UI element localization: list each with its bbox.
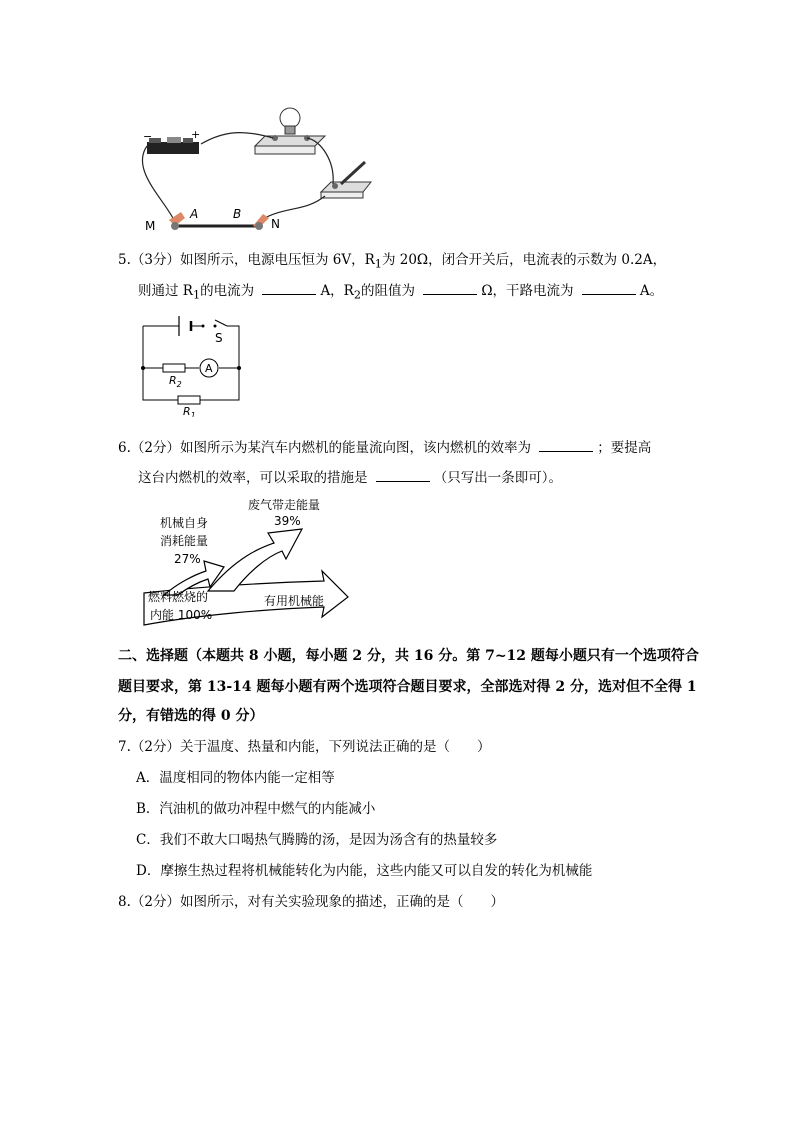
energy-flow-diagram — [138, 495, 353, 630]
resistor-R2-label: $R_2$ — [169, 374, 182, 389]
q6-line1: 6.（2分）如图所示为某汽车内燃机的能量流向图，该内燃机的效率为 ；要提高 — [118, 437, 651, 458]
ammeter-label-A: A — [205, 362, 213, 375]
machine-pct: 27% — [174, 552, 201, 566]
exhaust-pct: 39% — [274, 514, 301, 528]
parallel-circuit-diagram — [135, 312, 250, 417]
q7-option-b[interactable]: B．汽油机的做功冲程中燃气的内能减小 — [136, 801, 376, 817]
fuel-label-1: 燃料燃烧的 — [148, 590, 209, 604]
machine-label-1: 机械自身 — [160, 516, 209, 530]
q7-option-c[interactable]: C．我们不敢大口喝热气腾腾的汤，是因为汤含有的热量较多 — [136, 832, 498, 848]
machine-label-2: 消耗能量 — [160, 534, 209, 548]
q6-blank-2[interactable] — [376, 467, 430, 482]
q7-option-a[interactable]: A．温度相同的物体内能一定相等 — [136, 770, 335, 786]
exhaust-label: 废气带走能量 — [248, 498, 321, 512]
q6-line2: 这台内燃机的效率，可以采取的措施是 （只写出一条即可）。 — [138, 467, 562, 488]
q5-line2: 则通过 $R_1$的电流为 A，$R_2$的阻值为 Ω，干路电流为 A。 — [138, 280, 663, 306]
battery-minus-label: − — [143, 130, 153, 143]
q7-option-d[interactable]: D．摩擦生热过程将机械能转化为内能，这些内能又可以自发的转化为机械能 — [136, 863, 593, 879]
q5-line1: 5.（3分）如图所示，电源电压恒为 6V，$R_1$为 20Ω，闭合开关后，电流表的示数为 0.2A， — [118, 252, 667, 271]
section2-line2: 题目要求，第 13-14 题每小题有两个选项符合题目要求，全部选对得 2 分，选对但不全得 1 — [118, 679, 697, 695]
fuel-label-2: 内能 100% — [150, 608, 213, 622]
resistor-R1-label: $R_1$ — [183, 405, 196, 417]
q5-blank-2[interactable] — [423, 280, 477, 295]
useful-label: 有用机械能 — [264, 594, 325, 608]
q5-blank-3[interactable] — [582, 280, 636, 295]
battery-plus-label: + — [191, 128, 201, 141]
q8-stem: 8.（2分）如图所示，对有关实验现象的描述，正确的是（ ） — [118, 894, 504, 910]
q6-blank-1[interactable] — [539, 437, 593, 452]
section2-line3: 分，有错选的得 0 分） — [118, 708, 264, 724]
label-N: N — [271, 217, 280, 231]
switch-label-S: S — [215, 331, 223, 345]
label-B: B — [233, 207, 242, 221]
label-A: A — [190, 207, 199, 221]
q7-stem: 7.（2分）关于温度、热量和内能，下列说法正确的是（ ） — [118, 739, 491, 755]
q5-blank-1[interactable] — [262, 280, 316, 295]
section2-line1: 二、选择题（本题共 8 小题，每小题 2 分，共 16 分。第 7~12 题每小题只有一个选项符合 — [118, 648, 699, 664]
label-M: M — [145, 219, 156, 233]
circuit-photo-figure — [135, 100, 375, 235]
